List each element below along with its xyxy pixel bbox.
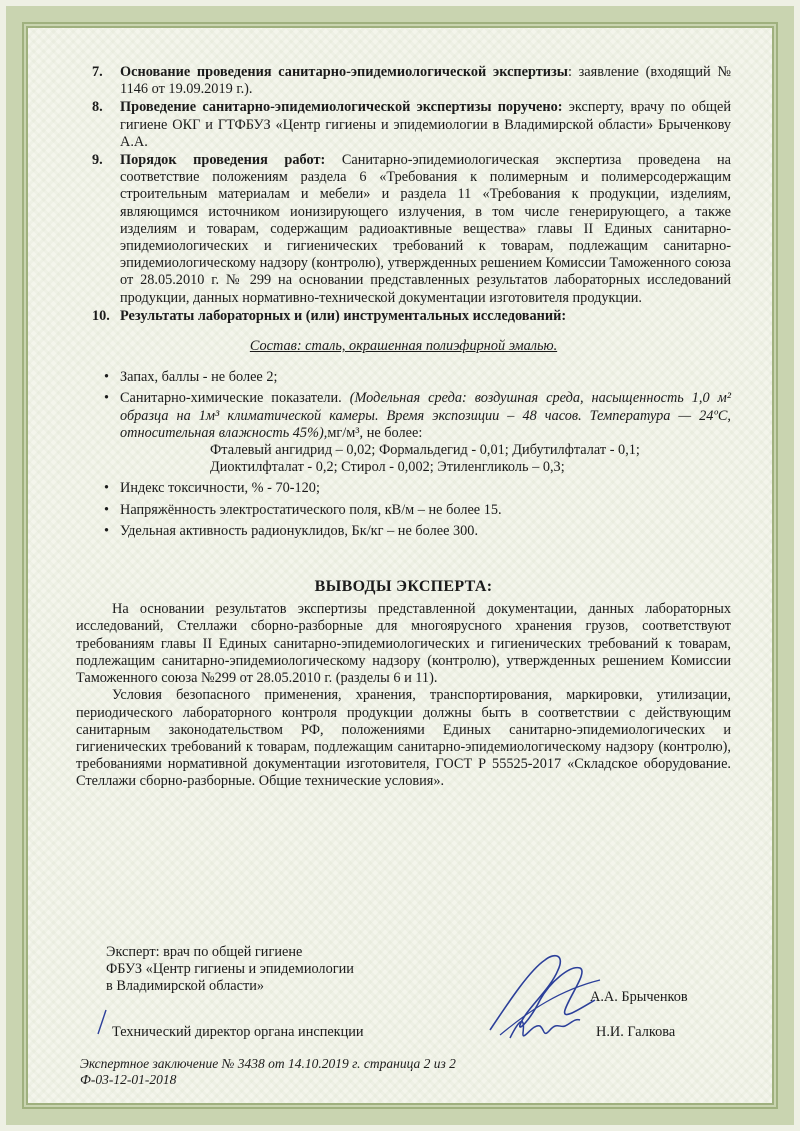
section-text (120, 308, 731, 325)
list-item: • Удельная активность радионуклидов, Бк/кг – не более 300. (76, 523, 731, 540)
conclusion-paragraph: Условия безопасного применения, хранения, транспортирования, маркировки, утилизации, периодического лабораторного контроля продукции должны быть в соответствии с действующим санитарным законодательством РФ, положениями Единых санитарно-эпидемиологических и гигиенических требований к товарам, подлежащим санитарно-эпидемиологическому надзору (контролю), требованиями нормативной документации изготовителя, ГОСТ Р 55525-2017 «Складское оборудование. Стеллажи сборно-разборные. Общие технические условия». (76, 687, 731, 790)
expert-title: Эксперт: врач по общей гигиене (106, 944, 303, 960)
composition-line: Состав: сталь, окрашенная полиэфирной эмалью. (249, 338, 558, 355)
substances-line: Фталевый ангидрид – 0,02; Формальдегид - 0,01; Дибутилфталат - 0,1; (210, 442, 640, 459)
chem-conditions: (Модельная среда: воздушная среда, насыщенность 1,0 м² образца на 1м³ климатической камеры. Время экспозиции – 48 часов. Температура — 24ºС, относительная влажность 45%), (120, 390, 731, 441)
substances-line: Диоктилфталат - 0,2; Стирол - 0,002; Этиленгликоль – 0,3; (210, 459, 565, 476)
director-title: Технический директор органа инспекции (112, 1024, 364, 1040)
list-item: • Напряжённость электростатического поля, кВ/м – не более 15. (76, 502, 731, 519)
section-text (120, 64, 731, 98)
section-content: эксперту, врачу по общей гигиене ОКГ и ГТФБУЗ «Центр гигиены и эпидемиологии в Владимирской области» Брыченкову А.А. (120, 99, 731, 150)
conclusion-title: ВЫВОДЫ ЭКСПЕРТА: (314, 578, 493, 596)
section-heading: Порядок проведения работ: (120, 152, 326, 169)
list-item: • Индекс токсичности, % - 70-120; (76, 480, 731, 497)
section-8 (76, 99, 731, 151)
section-number: 9. (92, 152, 103, 169)
footer-form-code: Ф-03-12-01-2018 (80, 1072, 177, 1087)
list-item (76, 390, 731, 476)
expert-org: ФБУЗ «Центр гигиены и эпидемиологии (106, 961, 354, 977)
section-9 (76, 152, 731, 307)
document-body (76, 64, 731, 791)
section-content: : заявление (входящий № 1146 от 19.09.2019 г.). (120, 64, 731, 98)
conclusion-paragraph: На основании результатов экспертизы представленной документации, данных лабораторных исследований, Стеллажи сборно-разборные для многоярусного хранения грузов, соответствуют требованиям главы II Единых санитарно-эпидемиологических и гигиенических требований к товарам, подлежащим санитарно-эпидемиологическому надзору (контролю), утвержденных решением Комиссии Таможенного союза №299 от 28.05.2010 г. (разделы 6 и 11). (76, 601, 731, 687)
section-text (120, 99, 731, 151)
section-heading: Результаты лабораторных и (или) инструментальных исследований: (120, 307, 567, 324)
section-10 (76, 308, 731, 325)
expert-name: А.А. Брыченков (590, 989, 688, 1005)
list-item: • Запах, баллы - не более 2; (76, 369, 731, 386)
section-content: Санитарно-эпидемиологическая экспертиза проведена на соответствие положениям раздела 6 «Требования к полимерным и полимерсодержащим строительным материалам и мебели» и раздела 11 «Требования к продукции, изделиям, являющимся источником ионизирующего излучения, в том числе генерирующего, а также изделиям и товарам, содержащим радиоактивные вещества» главы II Единых санитарно-эпидемиологических и гигиенических требований к товарам, подлежащим санитарно-эпидемиологическому надзору (контролю), утвержденных решением Комиссии Таможенного союза от 28.05.2010 г. № 299 на основании представленных результатов лабораторных исследований продукции, данных нормативно-технической документации изготовителя продукции. (120, 152, 732, 306)
section-text (120, 152, 731, 307)
section-number: 7. (92, 64, 103, 80)
section-number: 10. (92, 307, 110, 324)
chem-label: Санитарно-химические показатели. (120, 390, 350, 407)
section-number: 8. (92, 99, 103, 116)
chem-units: мг/м³, не более: (327, 424, 423, 441)
section-heading: Основание проведения санитарно-эпидемиологической экспертизы (120, 64, 568, 80)
section-7 (76, 64, 731, 98)
chem-substances (120, 442, 731, 476)
expert-org-region: в Владимирской области» (106, 978, 264, 994)
section-heading: Проведение санитарно-эпидемиологической экспертизы поручено: (120, 99, 563, 116)
test-results-list (76, 369, 731, 540)
director-name: Н.И. Галкова (596, 1024, 676, 1040)
pen-mark (92, 1008, 112, 1038)
director-signature-image (505, 1008, 585, 1048)
footer (80, 1056, 456, 1088)
footer-doc-ref: Экспертное заключение № 3438 от 14.10.2019 г. страница 2 из 2 (80, 1056, 456, 1071)
